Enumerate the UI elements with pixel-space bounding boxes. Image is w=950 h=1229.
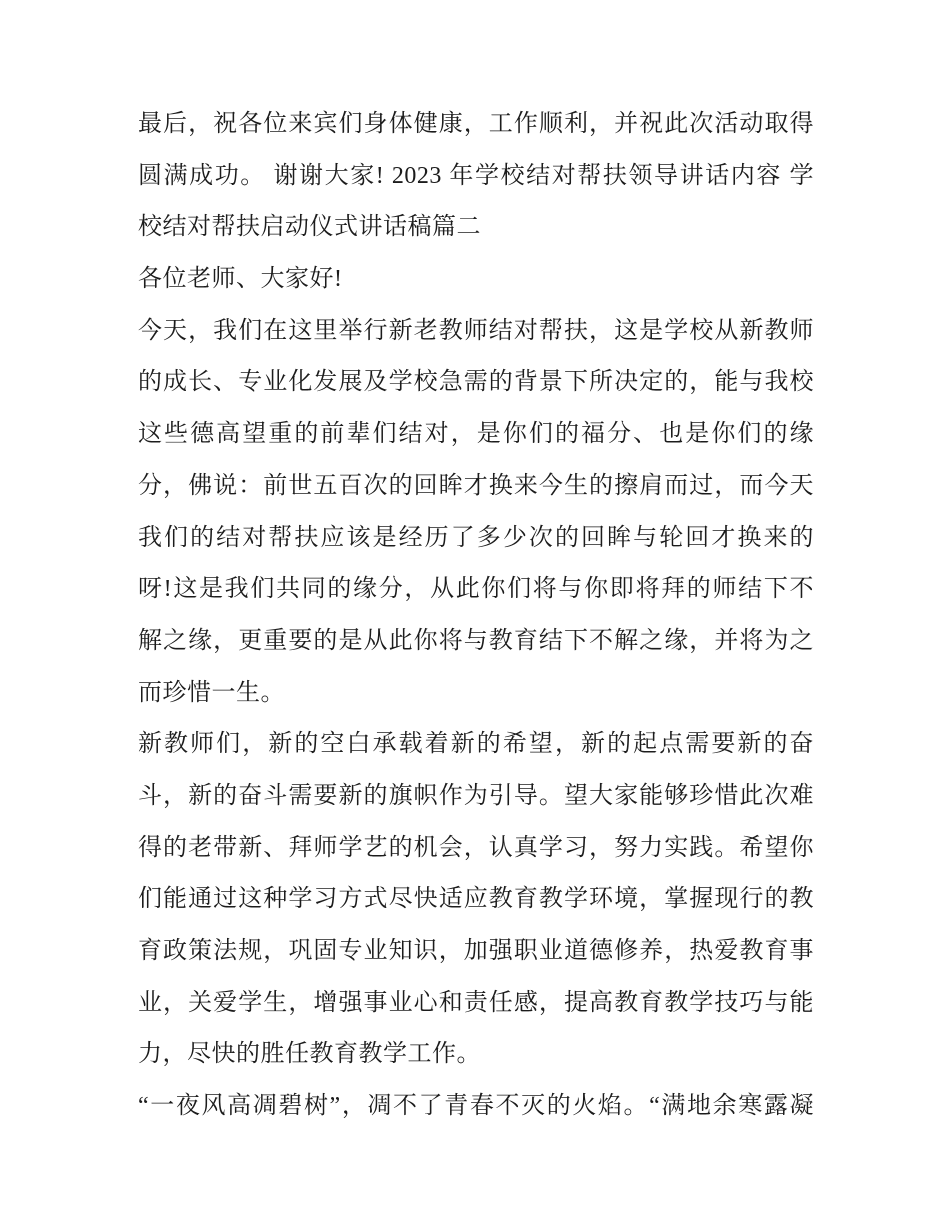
text-line: 新教师们，新的空白承载着新的希望，新的起点需要新的奋 bbox=[138, 731, 814, 758]
text-line: 最后，祝各位来宾们身体健康，工作顺利，并祝此次活动取得 bbox=[138, 111, 814, 137]
document-text-block bbox=[138, 99, 814, 1133]
text-line: 斗，新的奋斗需要新的旗帜作为引导。望大家能够珍惜此次难 bbox=[138, 782, 814, 809]
text-line: 的成长、专业化发展及学校急需的背景下所决定的，能与我校 bbox=[138, 369, 814, 396]
text-line: “一夜风高凋碧树”，凋不了青春不灭的火焰。“满地余寒露凝 bbox=[138, 1093, 814, 1120]
text-line: 得的老带新、拜师学艺的机会，认真学习，努力实践。希望你 bbox=[138, 834, 814, 861]
text-line: 力，尽快的胜任教育教学工作。 bbox=[138, 1041, 481, 1068]
text-line: 育政策法规，巩固专业知识，加强职业道德修养，热爱教育事 bbox=[138, 938, 814, 964]
text-line: 圆满成功。 谢谢大家! 2023 年学校结对帮扶领导讲话内容 学 bbox=[138, 162, 814, 189]
text-line: 我们的结对帮扶应该是经历了多少次的回眸与轮回才换来的 bbox=[138, 524, 814, 551]
text-line: 分，佛说：前世五百次的回眸才换来今生的擦肩而过，而今天 bbox=[138, 472, 814, 499]
text-line: 校结对帮扶启动仪式讲话稿篇二 bbox=[138, 214, 481, 241]
text-line: 呀!这是我们共同的缘分，从此你们将与你即将拜的师结下不 bbox=[138, 576, 814, 603]
text-line: 业，关爱学生，增强事业心和责任感，提高教育教学技巧与能 bbox=[138, 989, 814, 1016]
text-line: 解之缘，更重要的是从此你将与教育结下不解之缘，并将为之 bbox=[138, 627, 814, 654]
text-line: 们能通过这种学习方式尽快适应教育教学环境，掌握现行的教 bbox=[138, 886, 814, 913]
text-line: 今天，我们在这里举行新老教师结对帮扶，这是学校从新教师 bbox=[138, 317, 814, 344]
text-line: 各位老师、大家好! bbox=[138, 266, 343, 293]
text-line: 而珍惜一生。 bbox=[138, 679, 285, 706]
text-line: 这些德高望重的前辈们结对，是你们的福分、也是你们的缘 bbox=[138, 421, 814, 448]
